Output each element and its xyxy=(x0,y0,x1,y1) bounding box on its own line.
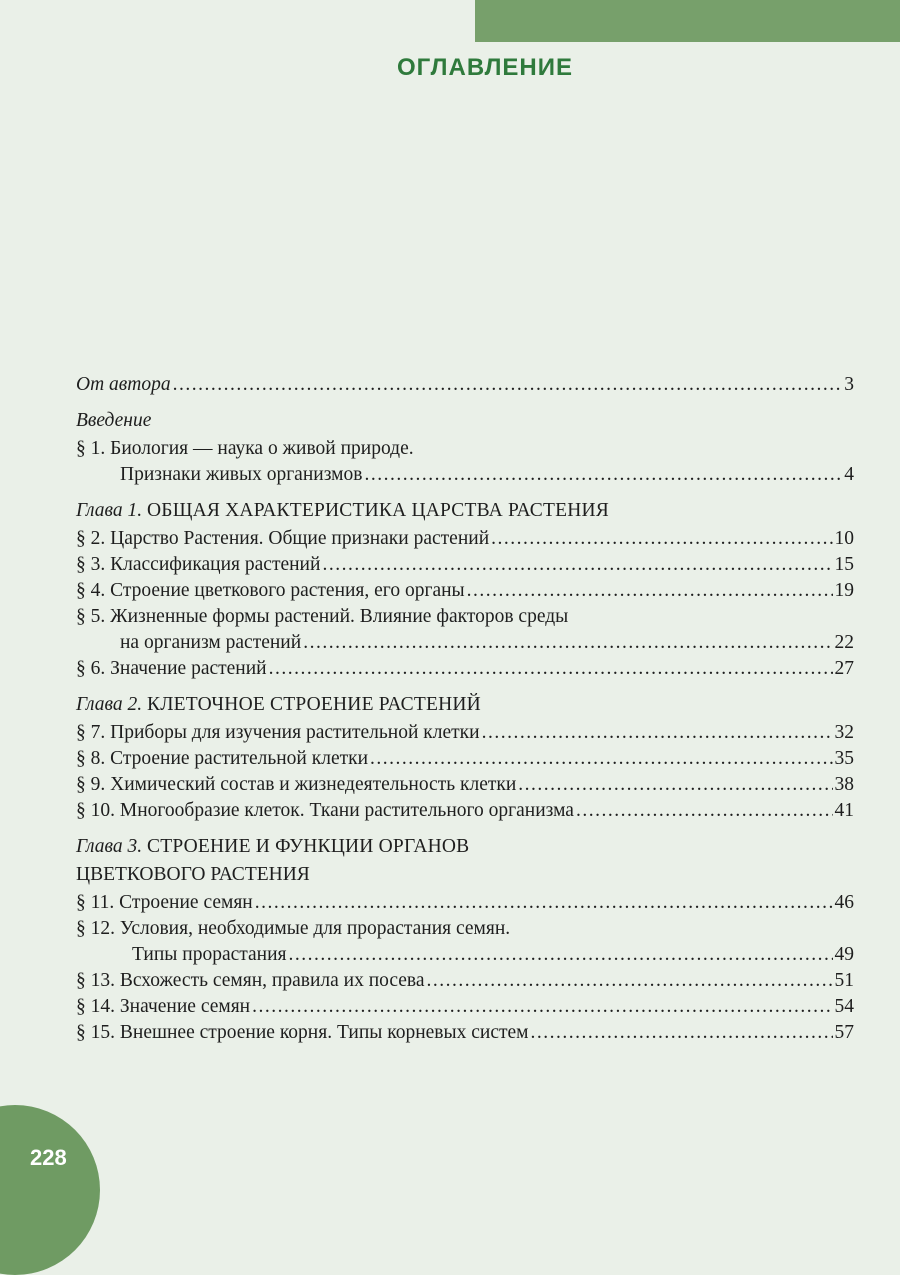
toc-from-author xyxy=(76,372,854,398)
chapter-prefix: Глава 3. xyxy=(76,836,143,857)
toc-entry[interactable] xyxy=(76,552,854,578)
header-color-bar xyxy=(475,0,900,42)
toc-entry-text: § 14. Значение семян xyxy=(76,996,251,1017)
toc-entry-page: 4 xyxy=(844,464,854,485)
toc-entry[interactable] xyxy=(76,798,854,824)
dot-leader xyxy=(322,552,832,578)
toc-entry[interactable] xyxy=(76,942,854,968)
toc-entry[interactable] xyxy=(76,1020,854,1046)
dot-leader xyxy=(364,462,842,488)
dot-leader xyxy=(289,942,833,968)
toc-entry-text: § 9. Химический состав и жизнедеятельность клетки xyxy=(76,774,517,795)
toc-entry[interactable] xyxy=(76,720,854,746)
toc-chapter-1 xyxy=(76,498,854,682)
toc-entry-page: 27 xyxy=(834,658,854,679)
toc-entry-page: 35 xyxy=(834,748,854,769)
toc-entry-page: 15 xyxy=(834,554,854,575)
intro-heading: Введение xyxy=(76,410,152,431)
page-title: ОГЛАВЛЕНИЕ xyxy=(396,54,574,81)
dot-leader xyxy=(467,578,833,604)
toc-entry-text: § 6. Значение растений xyxy=(76,658,267,679)
chapter-prefix: Глава 2. xyxy=(76,694,143,715)
chapter-heading xyxy=(76,834,854,860)
chapter-heading xyxy=(76,498,854,524)
dot-leader xyxy=(370,746,832,772)
toc-entry-page: 38 xyxy=(834,774,854,795)
dot-leader xyxy=(252,994,832,1020)
toc-entry-page: 57 xyxy=(834,1022,854,1043)
dot-leader xyxy=(491,526,832,552)
toc-entry-page: 46 xyxy=(834,892,854,913)
toc-entry[interactable] xyxy=(76,656,854,682)
toc-intro xyxy=(76,408,854,488)
toc-entry[interactable] xyxy=(76,526,854,552)
toc-entry-text: Типы прорастания xyxy=(132,944,287,965)
dot-leader xyxy=(427,968,833,994)
toc-entry-page: 32 xyxy=(834,722,854,743)
toc-entry-line1[interactable]: § 12. Условия, необходимые для прорастания семян. xyxy=(76,918,511,939)
toc-entry-page: 51 xyxy=(834,970,854,991)
dot-leader xyxy=(173,372,842,398)
chapter-title: ОБЩАЯ ХАРАКТЕРИСТИКА ЦАРСТВА РАСТЕНИЯ xyxy=(147,500,610,521)
toc-entry[interactable] xyxy=(76,772,854,798)
toc-entry-text: § 13. Всхожесть семян, правила их посева xyxy=(76,970,425,991)
chapter-title: КЛЕТОЧНОЕ СТРОЕНИЕ РАСТЕНИЙ xyxy=(147,694,481,715)
toc-entry[interactable] xyxy=(76,968,854,994)
page-number-badge xyxy=(0,1105,100,1275)
dot-leader xyxy=(576,798,833,824)
toc-entry-page: 19 xyxy=(834,580,854,601)
toc-entry-text: § 7. Приборы для изучения растительной клетки xyxy=(76,722,480,743)
toc-entry-line1[interactable]: § 5. Жизненные формы растений. Влияние факторов среды xyxy=(76,606,569,627)
dot-leader xyxy=(255,890,833,916)
toc-entry-text: § 8. Строение растительной клетки xyxy=(76,748,369,769)
toc-entry-page: 41 xyxy=(834,800,854,821)
page-number: 228 xyxy=(30,1145,67,1170)
toc-entry-line1[interactable]: § 1. Биология — наука о живой природе. xyxy=(76,438,414,459)
dot-leader xyxy=(482,720,833,746)
toc-entry-text: От автора xyxy=(76,374,171,395)
dot-leader xyxy=(269,656,833,682)
toc-entry-page: 22 xyxy=(834,632,854,653)
dot-leader xyxy=(531,1020,833,1046)
toc-chapter-3 xyxy=(76,834,854,1046)
toc-entry-page: 54 xyxy=(834,996,854,1017)
table-of-contents xyxy=(76,372,854,1056)
chapter-title-line2: ЦВЕТКОВОГО РАСТЕНИЯ xyxy=(76,864,310,885)
toc-entry-text: Признаки живых организмов xyxy=(120,464,363,485)
toc-entry-text: § 11. Строение семян xyxy=(76,892,253,913)
toc-entry-text: § 2. Царство Растения. Общие признаки растений xyxy=(76,528,490,549)
toc-chapter-2 xyxy=(76,692,854,824)
chapter-prefix: Глава 1. xyxy=(76,500,143,521)
toc-entry[interactable] xyxy=(76,746,854,772)
chapter-title: СТРОЕНИЕ И ФУНКЦИИ ОРГАНОВ xyxy=(147,836,470,857)
toc-entry-text: § 10. Многообразие клеток. Ткани растительного организма xyxy=(76,800,574,821)
toc-entry-page: 10 xyxy=(834,528,854,549)
toc-entry[interactable] xyxy=(76,372,854,398)
toc-entry-text: § 15. Внешнее строение корня. Типы корневых систем xyxy=(76,1022,529,1043)
toc-entry-text: § 4. Строение цветкового растения, его органы xyxy=(76,580,465,601)
toc-entry-page: 3 xyxy=(844,374,854,395)
dot-leader xyxy=(303,630,832,656)
chapter-heading xyxy=(76,692,854,718)
toc-entry[interactable] xyxy=(76,630,854,656)
toc-entry[interactable] xyxy=(76,462,854,488)
toc-entry[interactable] xyxy=(76,994,854,1020)
dot-leader xyxy=(518,772,832,798)
toc-entry[interactable] xyxy=(76,578,854,604)
toc-entry-text: на организм растений xyxy=(120,632,302,653)
toc-entry-text: § 3. Классификация растений xyxy=(76,554,321,575)
toc-entry-page: 49 xyxy=(834,944,854,965)
toc-entry[interactable] xyxy=(76,890,854,916)
